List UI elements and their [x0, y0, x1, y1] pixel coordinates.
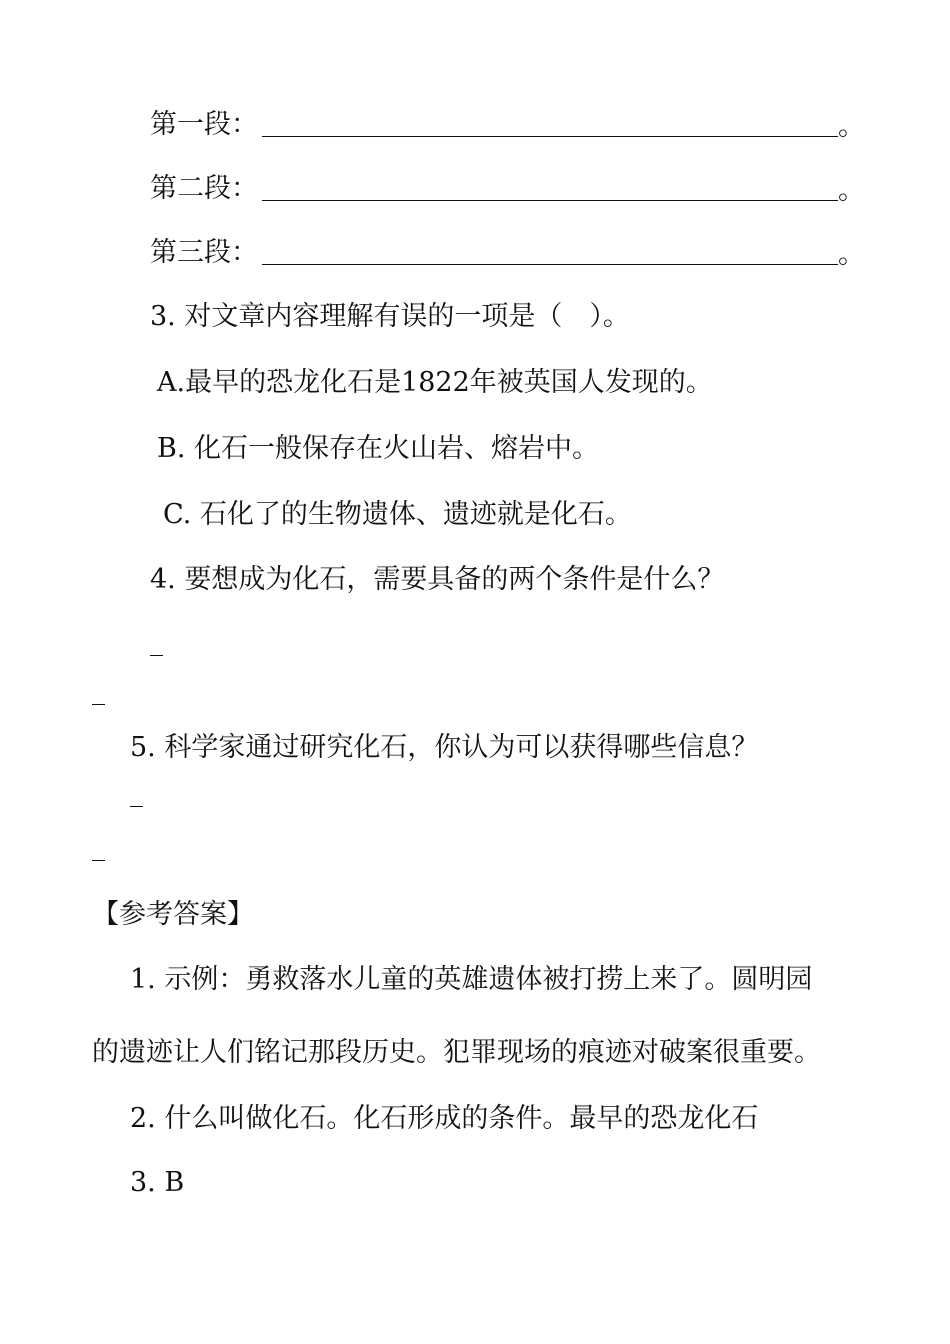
blank-label: 第三段：	[150, 237, 258, 268]
answers-heading: 【参考答案】	[92, 899, 254, 930]
answer-2: 2. 什么叫做化石。化石形成的条件。最早的恐龙化石	[130, 1103, 759, 1134]
answer-3: 3. B	[130, 1167, 185, 1198]
answer-line-mark[interactable]	[130, 806, 143, 807]
answer-line-mark[interactable]	[92, 860, 105, 861]
answer-blank-line[interactable]	[262, 136, 838, 137]
option-b: B. 化石一般保存在火山岩、熔岩中。	[157, 433, 600, 464]
option-c: C. 石化了的生物遗体、遗迹就是化石。	[163, 499, 632, 530]
option-a: A.最早的恐龙化石是1822年被英国人发现的。	[157, 367, 713, 398]
blank-end-mark: 。	[838, 239, 865, 270]
question-4: 4. 要想成为化石，需要具备的两个条件是什么？	[150, 564, 725, 595]
answer-blank-line[interactable]	[262, 264, 838, 265]
question-3: 3. 对文章内容理解有误的一项是（ ）。	[150, 301, 630, 332]
blank-row-paragraph-2	[150, 172, 865, 206]
answer-1-line-1: 1. 示例：勇救落水儿童的英雄遗体被打捞上来了。圆明园	[130, 964, 813, 995]
blank-label: 第二段：	[150, 173, 258, 204]
blank-row-paragraph-1	[150, 108, 865, 142]
answer-line-mark[interactable]	[150, 655, 163, 656]
answer-blank-line[interactable]	[262, 200, 838, 201]
blank-end-mark: 。	[838, 111, 865, 142]
answer-line-mark[interactable]	[92, 704, 105, 705]
question-5: 5. 科学家通过研究化石，你认为可以获得哪些信息？	[130, 732, 759, 763]
blank-label: 第一段：	[150, 109, 258, 140]
blank-end-mark: 。	[838, 175, 865, 206]
answer-1-line-2: 的遗迹让人们铭记那段历史。犯罪现场的痕迹对破案很重要。	[92, 1037, 821, 1068]
blank-row-paragraph-3	[150, 236, 865, 270]
